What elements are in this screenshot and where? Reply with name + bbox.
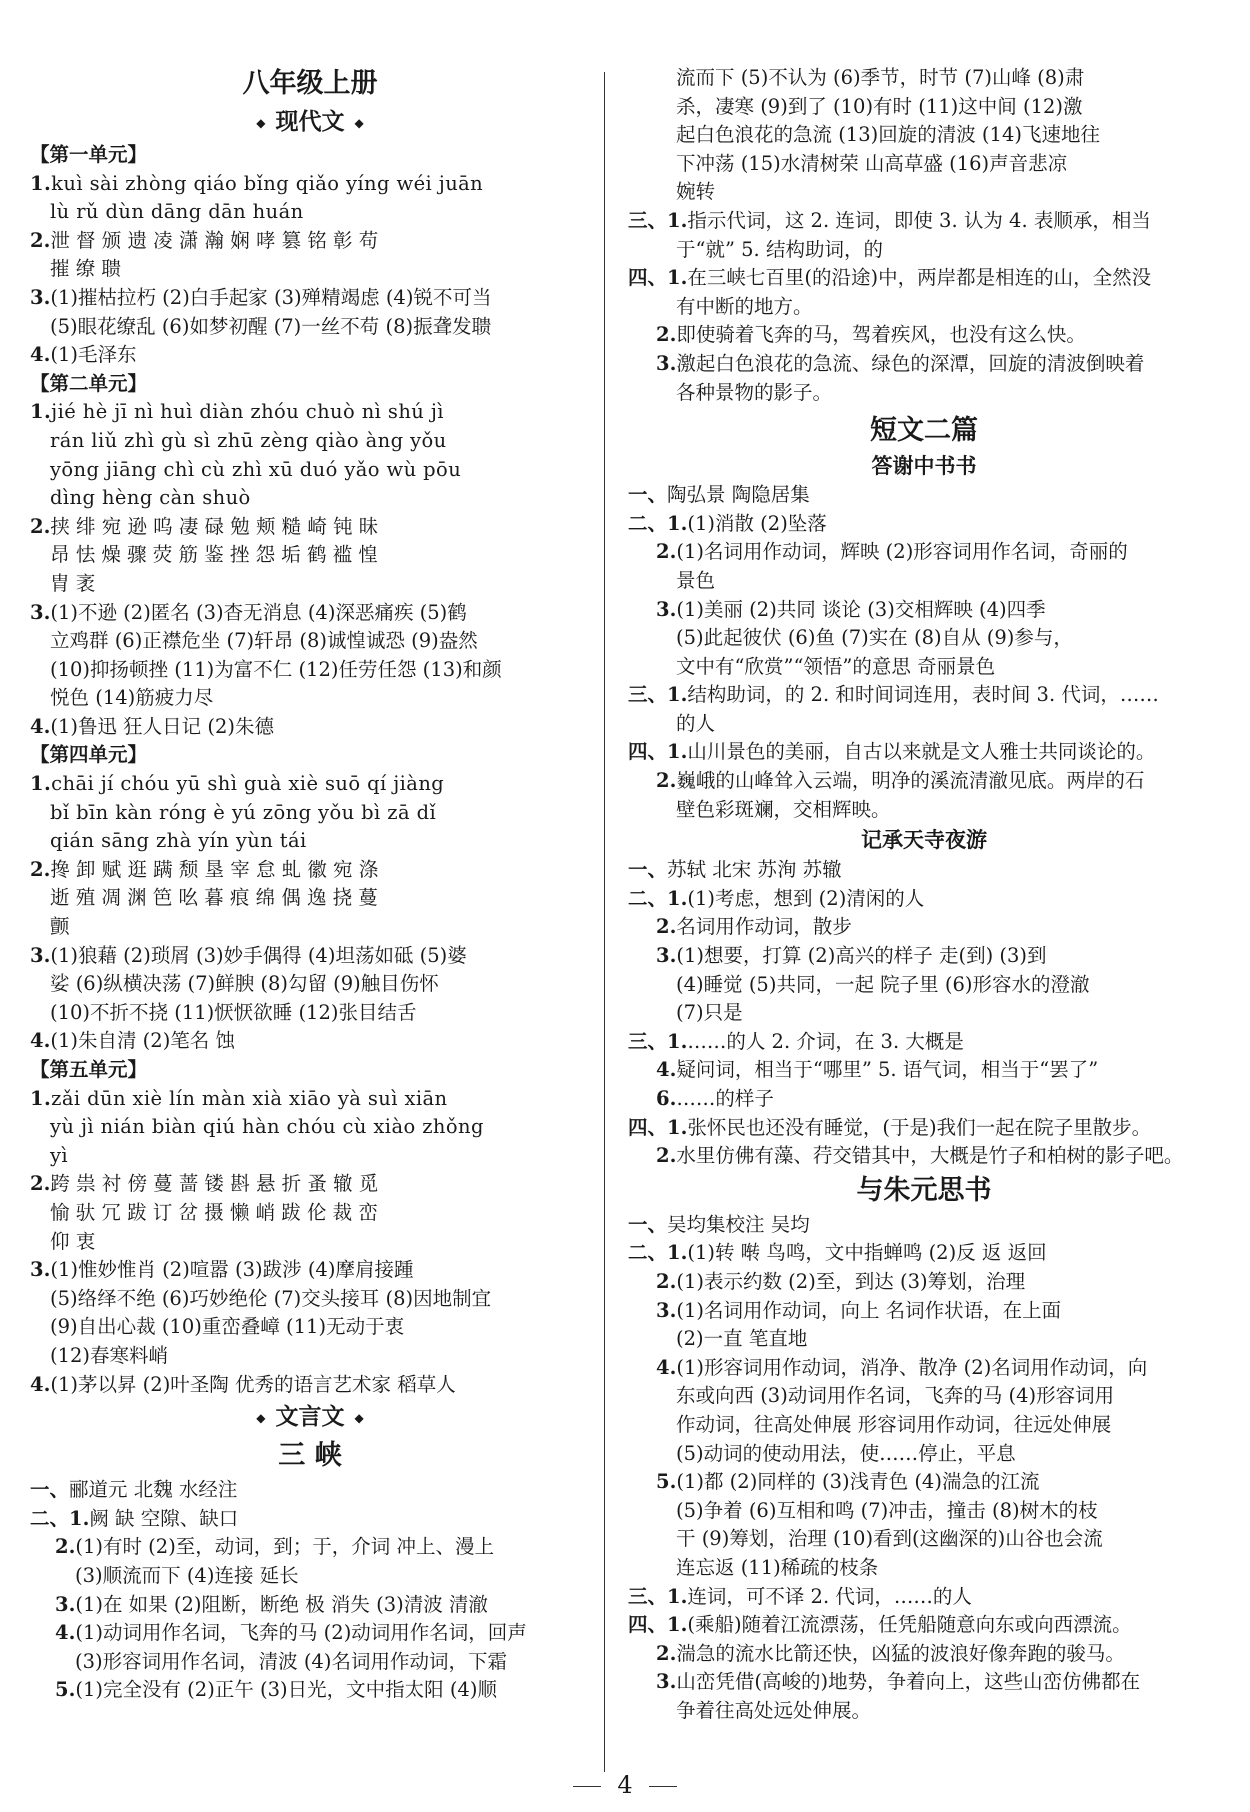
answer-line: (5)眼花缭乱 (6)如梦初醒 (7)一丝不苟 (8)振聋发聩 xyxy=(50,314,492,338)
answer-line: 颤 xyxy=(50,915,70,939)
answer-line: 3.(1)狼藉 (2)琐屑 (3)妙手偶得 (4)坦荡如砥 (5)婆 xyxy=(30,943,467,967)
answer-line: 2.搀 卸 赋 逛 蹒 颓 垦 宰 怠 虬 徽 宛 涤 xyxy=(30,857,379,881)
answer-line: 5.(1)都 (2)同样的 (3)浅青色 (4)湍急的江流 xyxy=(656,1470,1040,1494)
answer-line: 一、吴均集校注 吴均 xyxy=(628,1212,810,1236)
answer-line: dìng hèng càn shuò xyxy=(50,486,251,510)
answer-line: 二、1.(1)转 啭 鸟鸣，文中指蝉鸣 (2)反 返 返回 xyxy=(628,1241,1047,1265)
answer-line: 4.(1)鲁迅 狂人日记 (2)朱德 xyxy=(30,714,275,738)
answer-line: 昂 怯 燥 骤 荧 筋 鉴 挫 怨 垢 鹤 褴 惶 xyxy=(50,543,378,567)
column-divider xyxy=(604,72,605,1772)
answer-line: 景色 xyxy=(676,568,716,592)
answer-line: 杀，凄寒 (9)到了 (10)有时 (11)这中间 (12)激 xyxy=(676,94,1083,118)
answer-line: 连忘返 (11)稀疏的枝条 xyxy=(676,1555,879,1579)
lesson-subtitle: 答谢中书书 xyxy=(871,453,977,479)
answer-line: (7)只是 xyxy=(676,1001,743,1025)
lesson-title: 与朱元思书 xyxy=(856,1174,992,1206)
answer-line: 2.泄 督 颁 遗 凌 潇 瀚 娴 哮 篡 铭 彰 苟 xyxy=(30,228,379,252)
answer-line: 3.(1)名词用作动词，向上 名词作状语，在上面 xyxy=(656,1298,1062,1322)
answer-line: (2)一直 笔直地 xyxy=(676,1327,808,1351)
answer-line: 4.(1)形容词用作动词，消净、散净 (2)名词用作动词，向 xyxy=(656,1355,1148,1379)
answer-line: 三、1.结构助词，的 2. 和时间词连用，表时间 3. 代词，…… xyxy=(628,683,1159,707)
unit-header: 【第二单元】 xyxy=(30,371,148,395)
answer-line: 四、1.张怀民也还没有睡觉，(于是)我们一起在院子里散步。 xyxy=(628,1115,1152,1139)
answer-line: (5)此起彼伏 (6)鱼 (7)实在 (8)自从 (9)参与， xyxy=(676,626,1073,650)
answer-line: (3)顺流而下 (4)连接 延长 xyxy=(75,1563,299,1587)
answer-line: 于“就” 5. 结构助词，的 xyxy=(676,237,883,261)
answer-line: 起白色浪花的急流 (13)回旋的清波 (14)飞速地往 xyxy=(676,123,1100,147)
answer-line: 2.即使骑着飞奔的马，驾着疾风，也没有这么快。 xyxy=(656,323,1086,347)
unit-header: 【第四单元】 xyxy=(30,743,148,767)
answer-line: 3.激起白色浪花的急流、绿色的深潭，回旋的清波倒映着 xyxy=(656,351,1145,375)
answer-line: 作动词，往高处伸展 形容词用作动词，往远处伸展 xyxy=(676,1412,1112,1436)
answer-line: 胄 袤 xyxy=(50,571,96,595)
answer-line: 三、1.指示代词，这 2. 连词，即使 3. 认为 4. 表顺承，相当 xyxy=(628,208,1151,232)
answer-line: 二、1.(1)考虑，想到 (2)清闲的人 xyxy=(628,886,925,910)
answer-line: 一、陶弘景 陶隐居集 xyxy=(628,483,810,507)
answer-line: 愉 驮 冗 跋 订 岔 摄 懒 峭 跋 伦 裁 峦 xyxy=(50,1200,378,1224)
answer-line: (10)抑扬顿挫 (11)为富不仁 (12)任劳任怨 (13)和颜 xyxy=(50,657,502,681)
answer-line: 1.jié hè jī nì huì diàn zhóu chuò nì shú jì xyxy=(30,400,444,424)
answer-line: (10)不折不挠 (11)恹恹欲睡 (12)张目结舌 xyxy=(50,1000,417,1024)
right-column xyxy=(628,64,1220,1725)
answer-line: 3.(1)美丽 (2)共同 谈论 (3)交相辉映 (4)四季 xyxy=(656,597,1046,621)
answer-line: 2.水里仿佛有藻、荇交错其中，大概是竹子和柏树的影子吧。 xyxy=(656,1144,1184,1168)
answer-line: 一、郦道元 北魏 水经注 xyxy=(30,1478,238,1502)
answer-line: 2.巍峨的山峰耸入云端，明净的溪流清澈见底。两岸的石 xyxy=(656,769,1145,793)
answer-line: (5)络绎不绝 (6)巧妙绝伦 (7)交头接耳 (8)因地制宜 xyxy=(50,1286,492,1310)
answer-line: (5)动词的使动用法，使……停止，平息 xyxy=(676,1441,1016,1465)
section-classical-heading: ◆ 文言文 ◆ xyxy=(256,1403,364,1431)
answer-line: 娑 (6)纵横决荡 (7)鲜腴 (8)勾留 (9)触目伤怀 xyxy=(50,972,439,996)
page-number-footer xyxy=(0,1771,1250,1799)
lesson-subtitle: 记承天寺夜游 xyxy=(861,827,987,853)
answer-line: 一、苏轼 北宋 苏洵 苏辙 xyxy=(628,858,842,882)
answer-line: 二、1.阙 缺 空隙、缺口 xyxy=(30,1506,239,1530)
answer-line: rán liǔ zhì gù sì zhū zèng qiào àng yǒu xyxy=(50,428,447,452)
answer-line: yōng jiāng chì cù zhì xū duó yǎo wù pōu xyxy=(50,457,462,481)
answer-line: 6.……的样子 xyxy=(656,1087,774,1110)
answer-line: 四、1.在三峡七百里(的沿途)中，两岸都是相连的山，全然没 xyxy=(628,266,1152,290)
answer-line: qián sāng zhà yín yùn tái xyxy=(50,829,307,853)
answer-line: 流而下 (5)不认为 (6)季节，时节 (7)山峰 (8)肃 xyxy=(676,66,1085,89)
answer-line: 1.chāi jí chóu yū shì guà xiè suō qí jiàng xyxy=(30,772,445,796)
answer-line: 3.(1)想要，打算 (2)高兴的样子 走(到) (3)到 xyxy=(656,944,1047,968)
footer-dash xyxy=(649,1786,677,1787)
answer-line: (5)争着 (6)互相和鸣 (7)冲击，撞击 (8)树木的枝 xyxy=(676,1498,1098,1522)
answer-line: 仰 衷 xyxy=(50,1229,96,1253)
answer-line: 2.跨 祟 衬 傍 蔓 蔷 镂 斟 悬 折 蚤 辙 觅 xyxy=(30,1172,379,1196)
answer-line: 争着往高处远处伸展。 xyxy=(676,1698,872,1722)
answer-line: 干 (9)筹划，治理 (10)看到(这幽深的)山谷也会流 xyxy=(676,1527,1103,1551)
answer-line: 4.疑问词，相当于“哪里” 5. 语气词，相当于“罢了” xyxy=(656,1058,1099,1082)
lesson-title: 三 峡 xyxy=(278,1440,342,1472)
lesson-title: 短文二篇 xyxy=(870,415,978,447)
answer-line: 2.湍急的流水比箭还快，凶猛的波浪好像奔跑的骏马。 xyxy=(656,1641,1125,1665)
answer-line: 3.(1)在 如果 (2)阻断，断绝 极 消失 (3)清波 清澈 xyxy=(55,1592,488,1616)
answer-line: (4)睡觉 (5)共同，一起 院子里 (6)形容水的澄澈 xyxy=(676,972,1090,996)
answer-line: 2.挟 绯 宛 逊 呜 凄 碌 勉 颊 糙 崎 钝 昧 xyxy=(30,514,379,538)
answer-line: 4.(1)动词用作名词，飞奔的马 (2)动词用作名词，回声 xyxy=(55,1621,527,1645)
answer-line: 3.(1)摧枯拉朽 (2)白手起家 (3)殚精竭虑 (4)锐不可当 xyxy=(30,285,492,309)
answer-line: 四、1.(乘船)随着江流漂荡，任凭船随意向东或向西漂流。 xyxy=(628,1613,1132,1637)
answer-line: 立鸡群 (6)正襟危坐 (7)轩昂 (8)诚惶诚恐 (9)盎然 xyxy=(50,629,478,653)
answer-line: (12)春寒料峭 xyxy=(50,1343,169,1367)
answer-line: 4.(1)毛泽东 xyxy=(30,343,137,367)
diamond-icon: ◆ xyxy=(256,1411,266,1426)
book-title: 八年级上册 xyxy=(242,68,378,99)
unit-header: 【第一单元】 xyxy=(30,143,148,166)
answer-line: 1.kuì sài zhòng qiáo bǐng qiǎo yíng wéi juān xyxy=(30,171,484,195)
answer-line: 三、1.……的人 2. 介词，在 3. 大概是 xyxy=(628,1029,964,1053)
diamond-icon: ◆ xyxy=(256,116,266,130)
answer-line: bǐ bīn kàn róng è yú zōng yǒu bì zā dǐ xyxy=(50,800,437,824)
answer-line: 2.(1)名词用作动词，辉映 (2)形容词用作名词，奇丽的 xyxy=(656,540,1128,564)
answer-line: 1.zǎi dūn xiè lín màn xià xiāo yà suì xiān xyxy=(30,1086,448,1110)
answer-line: (9)自出心裁 (10)重峦叠嶂 (11)无动于衷 xyxy=(50,1315,405,1339)
answer-line: 5.(1)完全没有 (2)正午 (3)日光，文中指太阳 (4)顺 xyxy=(55,1678,497,1702)
answer-line: 四、1.山川景色的美丽，自古以来就是文人雅士共同谈论的。 xyxy=(628,740,1156,764)
answer-line: 摧 缭 聩 xyxy=(50,257,121,281)
answer-line: 3.(1)惟妙惟肖 (2)喧嚣 (3)跋涉 (4)摩肩接踵 xyxy=(30,1258,414,1282)
answer-line: 各种景物的影子。 xyxy=(676,380,833,404)
diamond-icon: ◆ xyxy=(354,116,364,130)
section-modern-heading: ◆ 现代文 ◆ xyxy=(256,108,364,135)
answer-line: 悦色 (14)筋疲力尽 xyxy=(50,686,214,710)
answer-line: 3.(1)不逊 (2)匿名 (3)杳无消息 (4)深恶痛疾 (5)鹤 xyxy=(30,600,467,624)
answer-line: 东或向西 (3)动词用作名词，飞奔的马 (4)形容词用 xyxy=(676,1384,1115,1408)
answer-line: yù jì nián biàn qiú hàn chóu cù xiào zhǒng xyxy=(50,1115,484,1139)
page-number: 4 xyxy=(617,1771,633,1799)
answer-line: 婉转 xyxy=(676,180,716,204)
answer-line: 下冲荡 (15)水清树荣 山高草盛 (16)声音悲凉 xyxy=(676,151,1068,175)
answer-line: 的人 xyxy=(676,711,716,735)
answer-line: 逝 殖 凋 渊 笆 吆 暮 痕 绵 偶 逸 挠 蔓 xyxy=(50,886,378,910)
answer-line: 二、1.(1)消散 (2)坠落 xyxy=(628,511,827,535)
unit-header: 【第五单元】 xyxy=(30,1058,148,1081)
answer-line: 3.山峦凭借(高峻的)地势，争着向上，这些山峦仿佛都在 xyxy=(656,1670,1141,1694)
answer-line: 2.(1)有时 (2)至，动词，到；于，介词 冲上、漫上 xyxy=(55,1535,495,1559)
answer-line: yì xyxy=(50,1143,69,1167)
diamond-icon: ◆ xyxy=(354,1411,364,1426)
answer-line: 2.名词用作动词，散步 xyxy=(656,915,852,939)
footer-dash xyxy=(573,1786,601,1787)
answer-line: 有中断的地方。 xyxy=(676,294,813,318)
left-column xyxy=(30,64,590,1705)
answer-line: 壁色彩斑斓，交相辉映。 xyxy=(676,797,891,821)
answer-line: 文中有“欣赏”“领悟”的意思 奇丽景色 xyxy=(676,654,996,678)
answer-line: 4.(1)朱自清 (2)笔名 蚀 xyxy=(30,1029,236,1053)
answer-line: lù rǔ dùn dāng dān huán xyxy=(50,200,304,224)
answer-line: 2.(1)表示约数 (2)至，到达 (3)筹划，治理 xyxy=(656,1269,1026,1293)
answer-line: 三、1.连词，可不译 2. 代词，……的人 xyxy=(628,1584,972,1608)
answer-line: 4.(1)茅以昇 (2)叶圣陶 优秀的语言艺术家 稻草人 xyxy=(30,1372,456,1396)
answer-line: (3)形容词用作名词，清波 (4)名词用作动词，下霜 xyxy=(75,1649,507,1673)
